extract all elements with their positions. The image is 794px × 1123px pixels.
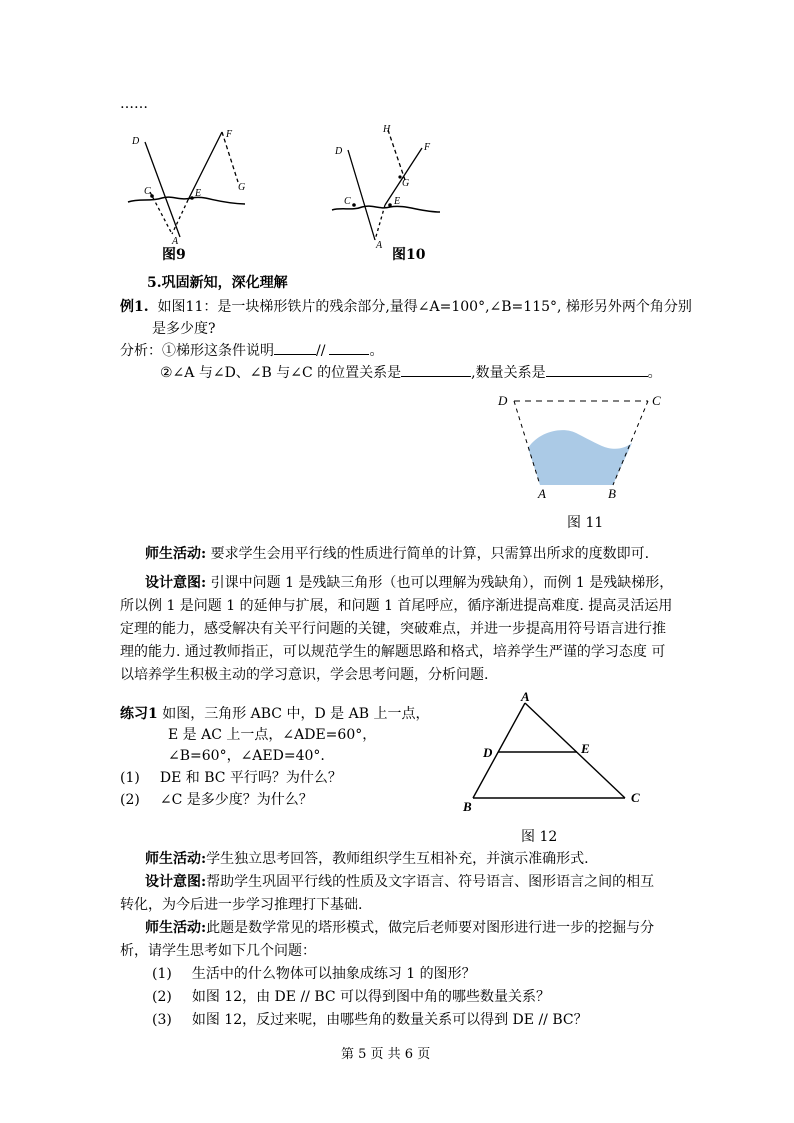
fig10-label-g: G [402,178,410,189]
fig12-label-c: C [631,790,640,805]
answer-blank-1 [274,342,316,355]
example-1-label: 例1. [120,299,149,315]
fig9-caption: 图9 [162,247,186,263]
answer-blank-4 [546,364,648,377]
fig10-label-h: H [383,124,391,135]
fig10-label-e: E [394,196,401,207]
fig11-label-c: C [652,393,661,408]
fig11-label-a: A [538,486,546,501]
figure-12 [455,690,655,815]
fig12-label-d: D [483,745,493,760]
question-3: (3) 如图 12，反过来呢，由哪些角的数量关系可以得到 DE // BC？ [152,1012,588,1028]
figure-11 [490,388,670,503]
fig11-caption: 图 11 [567,515,604,531]
fig12-label-e: E [581,741,590,756]
fig10-label-f: F [424,142,431,153]
fig12-label-a: A [521,690,530,704]
question-1: (1) 生活中的什么物体可以抽象成练习 1 的图形？ [152,966,476,982]
analysis-line2: ②∠A 与∠D、∠B 与∠C 的位置关系是 ,数量关系是 。 [160,365,662,381]
fig11-label-d: D [498,393,508,408]
activity-1: 师生活动: 要求学生会用平行线的性质进行简单的计算，只需算出所求的度数即可. [145,546,650,562]
fig10-label-d: D [335,146,343,157]
question-2: (2) 如图 12，由 DE // BC 可以得到图中角的哪些数量关系？ [152,989,551,1005]
exercise-1-line2: E 是 AC 上一点，∠ADE=60°， [168,727,377,743]
activity-2: 师生活动:学生独立思考回答，教师组织学生互相补充，并演示准确形式. [145,851,589,867]
activity-3-line2: 析，请学生思考如下几个问题： [120,943,316,959]
fig9-label-e: E [195,188,202,199]
ellipsis-text: …… [120,96,148,112]
fig9-label-a: A [172,236,179,247]
analysis-line1: 分析：①梯形这条件说明 // 。 [120,343,384,359]
page-footer: 第 5 页 共 6 页 [341,1047,431,1062]
fig10-label-a: A [376,240,383,251]
design-1-line1: 设计意图: 引课中问题 1 是残缺三角形（也可以理解为残缺角），而例 1 是残缺梯形， [145,575,674,591]
design-1-line5: 以培养学生积极主动的学习意识，学会思考问题，分析问题. [120,667,489,683]
exercise-1-q2: (2) ∠C 是多少度？为什么？ [120,792,313,808]
example-1-text: 如图11：是一块梯形铁片的残余部分,量得∠A=100°,∠B=115°, 梯形另外两个角分别 [157,299,692,315]
fig12-caption: 图 12 [521,829,558,845]
fig9-label-d: D [132,136,140,147]
answer-blank-2 [329,342,369,355]
design-1-line3: 定理的能力，感受解决有关平行问题的关键，突破难点，并进一步提高用符号语言进行推 [120,621,666,637]
fig12-label-b: B [463,799,472,814]
figure-9 [120,122,255,262]
figure-10 [330,120,450,255]
design-1-line2: 所以例 1 是问题 1 的延伸与扩展，和问题 1 首尾呼应，循序渐进提高难度. 提高灵活运用 [120,598,673,614]
fig9-label-f: F [226,129,233,140]
example-1-line2: 是多少度? [152,321,216,337]
section-5-title: 5.巩固新知，深化理解 [147,275,288,291]
design-2-line2: 转化，为今后进一步学习推理打下基础. [120,897,363,913]
fig10-caption: 图10 [392,247,426,263]
fig10-label-c: C [344,196,351,207]
design-2-line1: 设计意图:帮助学生巩固平行线的性质及文字语言、符号语言、图形语言之间的相互 [145,874,655,890]
fig11-label-b: B [608,486,616,501]
exercise-1-line3: ∠B=60°，∠AED=40°. [168,748,325,764]
fig9-label-c: C [144,186,151,197]
exercise-1-line1: 练习1 如图，三角形 ABC 中，D 是 AB 上一点， [120,706,430,722]
example-1-line1 [120,296,692,316]
answer-blank-3 [401,364,471,377]
fig9-label-g: G [238,182,246,193]
exercise-1-q1: (1) DE 和 BC 平行吗？为什么？ [120,770,342,786]
design-1-line4: 理的能力. 通过教师指正，可以规范学生的解题思路和格式，培养学生严谨的学习态度 可 [120,644,666,660]
activity-3-line1: 师生活动:此题是数学常见的塔形模式，做完后老师要对图形进行进一步的挖掘与分 [145,920,655,936]
analysis-label: 分析： [120,343,162,359]
